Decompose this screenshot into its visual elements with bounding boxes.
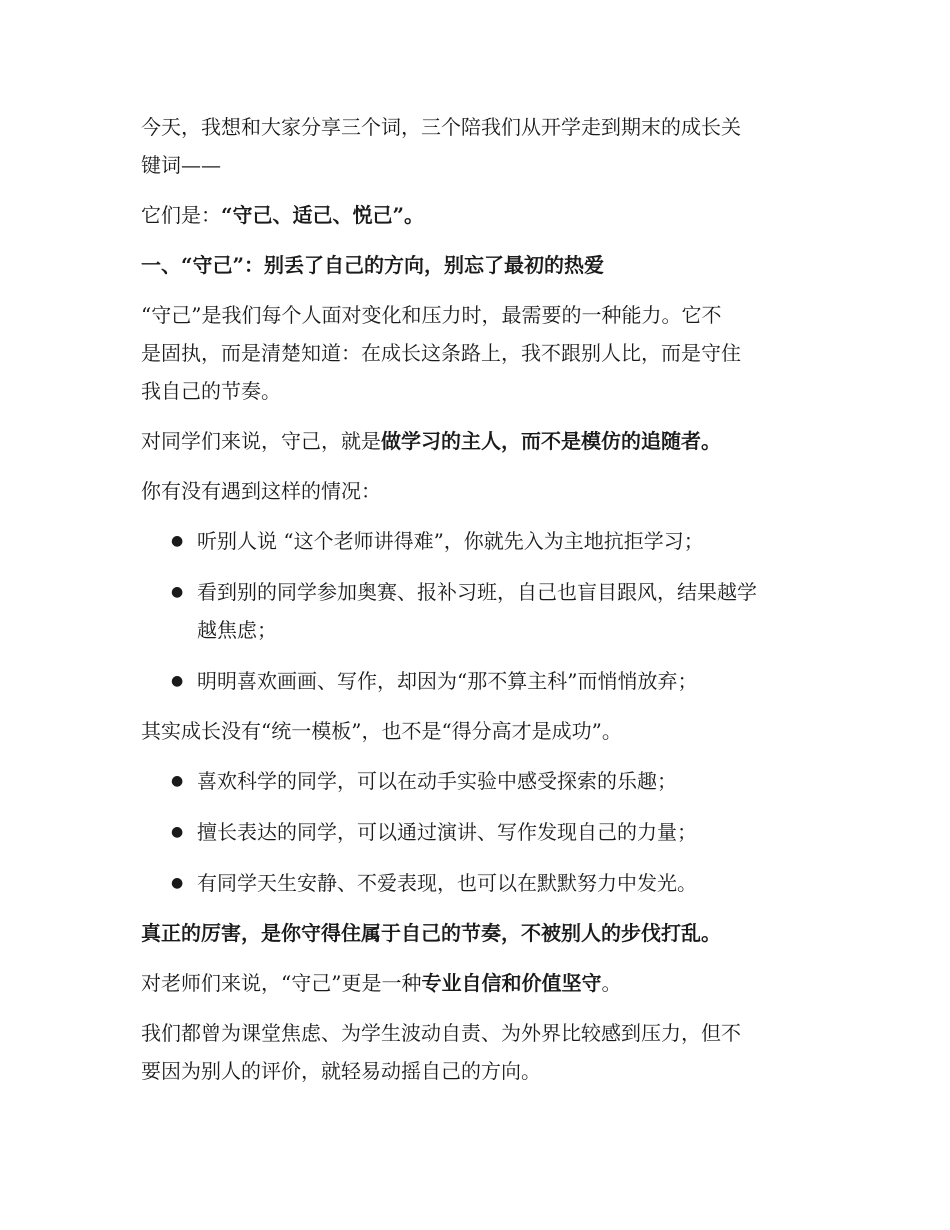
last-line-2: 要因为别人的评价，就轻易动摇自己的方向。 <box>141 1059 541 1083</box>
students-paragraph <box>141 422 811 460</box>
list-item-text: 擅长表达的同学，可以通过演讲、写作发现自己的力量； <box>197 820 697 844</box>
list-item <box>141 662 811 700</box>
list-item-text: 喜欢科学的同学，可以在动手实验中感受探索的乐趣； <box>197 769 677 793</box>
last-paragraph <box>141 1014 811 1090</box>
definition-line-1: “守己”是我们每个人面对变化和压力时，最需要的一种能力。它不 <box>141 303 722 327</box>
list-item-text: 明明喜欢画画、写作，却因为“那不算主科”而悄悄放弃； <box>197 669 698 693</box>
students-prefix: 对同学们来说，守己，就是 <box>141 429 381 453</box>
keywords-prefix: 它们是： <box>141 203 221 227</box>
list-item <box>141 573 811 649</box>
definition-line-3: 我自己的节奏。 <box>141 379 281 403</box>
teachers-paragraph <box>141 964 811 1002</box>
intro-paragraph <box>141 108 811 184</box>
bullet-icon: ● <box>171 533 184 549</box>
list-item-text: 听别人说 “这个老师讲得难”，你就先入为主地抗拒学习； <box>197 529 704 553</box>
bullet-icon: ● <box>171 875 184 891</box>
teachers-prefix: 对老师们来说，“守己”更是一种 <box>141 971 422 995</box>
question-paragraph: 你有没有遇到这样的情况： <box>141 479 381 503</box>
real-strength-paragraph: 真正的厉害，是你守得住属于自己的节奏，不被别人的步伐打乱。 <box>141 921 721 945</box>
list-item <box>141 864 811 902</box>
intro-line-2: 键词—— <box>141 153 221 177</box>
keywords-paragraph <box>141 196 811 234</box>
bullet-icon: ● <box>171 773 184 789</box>
definition-line-2: 是固执，而是清楚知道：在成长这条路上，我不跟别人比，而是守住 <box>141 341 741 365</box>
list-item-text-cont: 越焦虑； <box>197 618 277 642</box>
document-page <box>141 108 811 1090</box>
bullet-icon: ● <box>171 824 184 840</box>
students-bold: 做学习的主人，而不是模仿的追随者。 <box>381 429 721 453</box>
section-heading: 一、“守己”：别丢了自己的方向，别忘了最初的热爱 <box>141 253 605 277</box>
list-item-text: 有同学天生安静、不爱表现，也可以在默默努力中发光。 <box>197 871 697 895</box>
bullet-icon: ● <box>171 673 184 689</box>
keywords-bold: “守己、适己、悦己”。 <box>221 203 425 227</box>
list-item <box>141 522 811 560</box>
bullet-icon: ● <box>171 584 184 600</box>
situations-list <box>141 522 811 700</box>
list-item <box>141 762 811 800</box>
shouji-definition-paragraph <box>141 296 811 410</box>
list-item-text: 看到别的同学参加奥赛、报补习班，自己也盲目跟风，结果越学 <box>197 580 757 604</box>
intro-line-1: 今天，我想和大家分享三个词，三个陪我们从开学走到期末的成长关 <box>141 115 741 139</box>
list-item <box>141 813 811 851</box>
teachers-suffix: 。 <box>601 971 622 995</box>
teachers-bold: 专业自信和价值坚守 <box>421 971 602 995</box>
growth-paragraph: 其实成长没有“统一模板”，也不是“得分高才是成功”。 <box>141 719 622 743</box>
last-line-1: 我们都曾为课堂焦虑、为学生波动自责、为外界比较感到压力，但不 <box>141 1021 741 1045</box>
examples-list <box>141 762 811 902</box>
